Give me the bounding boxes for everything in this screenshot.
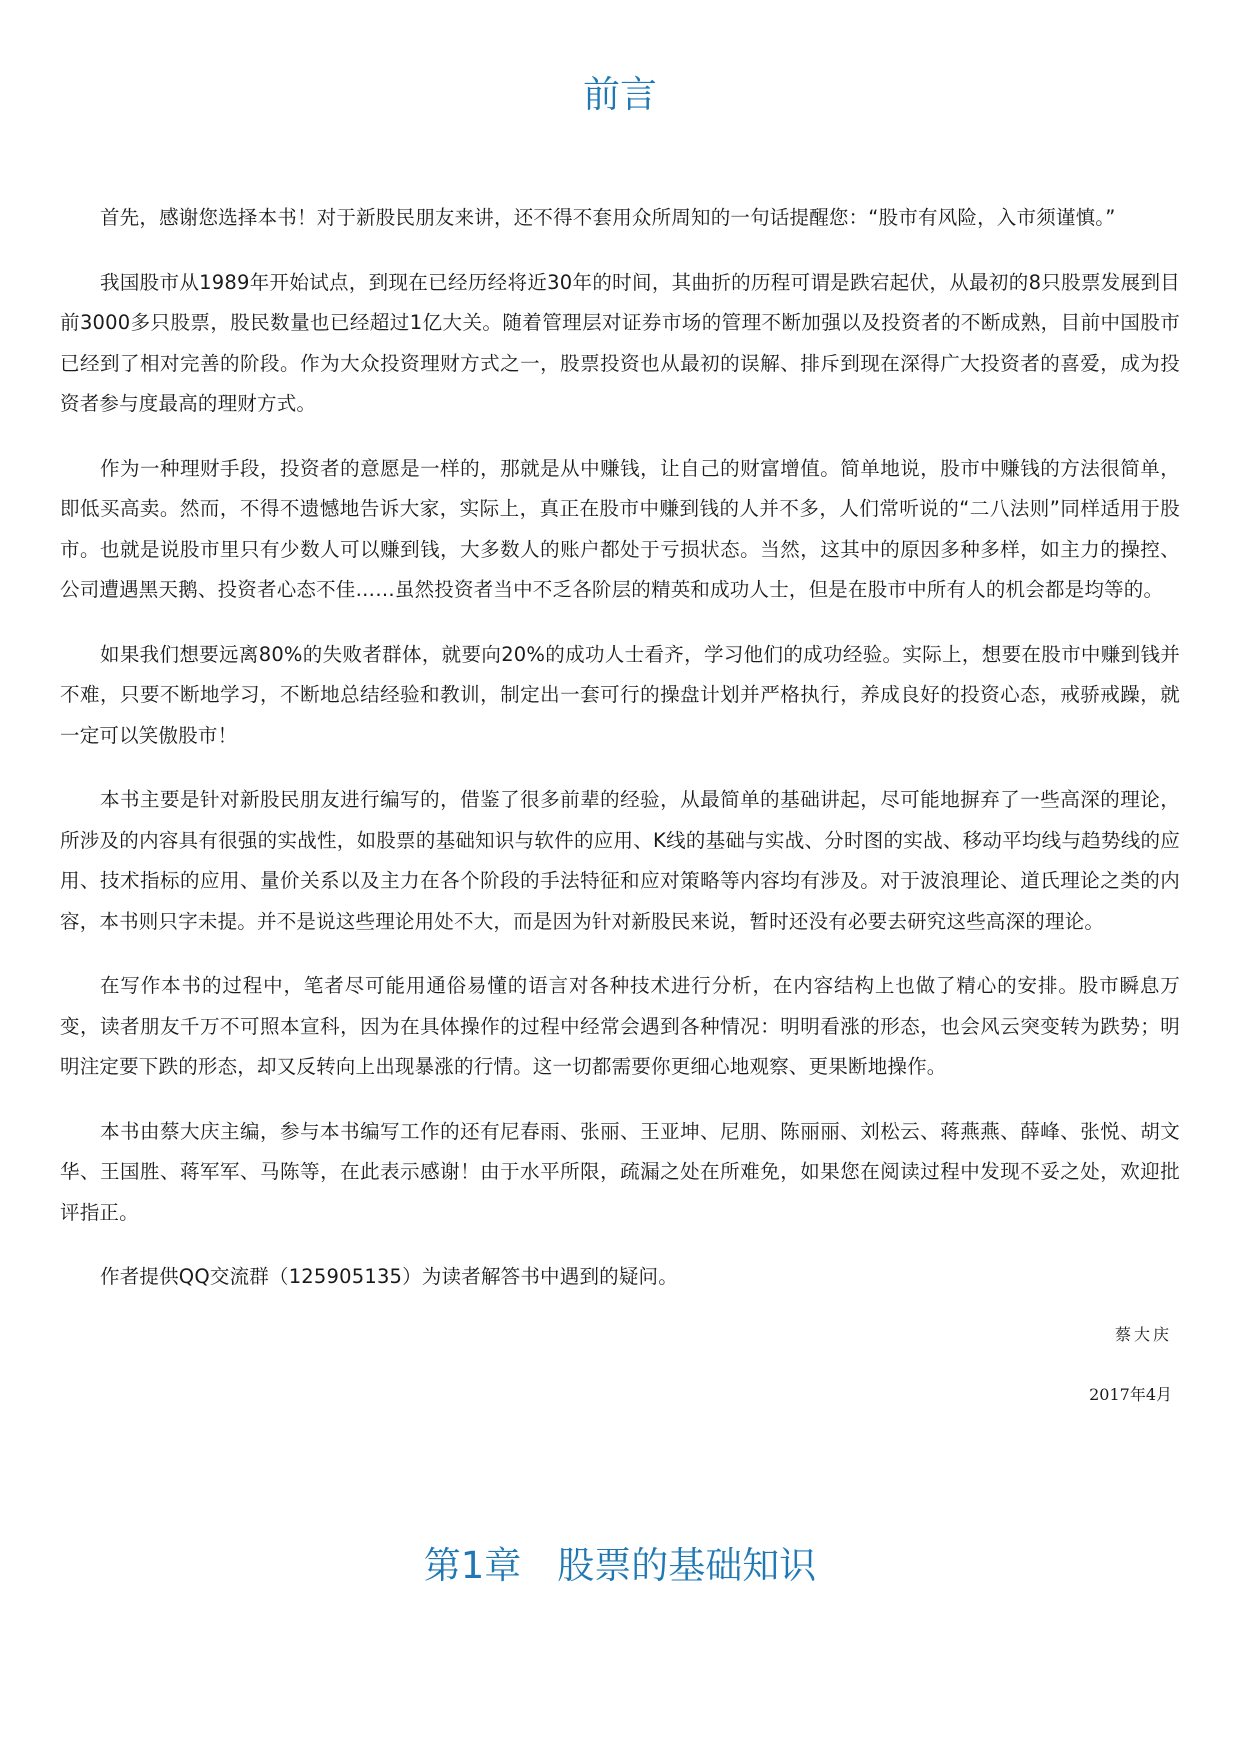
preface-title: 前言 bbox=[583, 73, 657, 116]
preface-paragraph-7: 本书由蔡大庆主编，参与本书编写工作的还有尼春雨、张丽、王亚坤、尼朋、陈丽丽、刘松云、蒋燕燕、薛峰、张悦、胡文华、王国胜、蒋军军、马陈等，在此表示感谢！由于水平所限，疏漏之处在所难免，如果您在阅读过程中发现不妥之处，欢迎批评指正。 bbox=[60, 1119, 1180, 1224]
preface-paragraph-6: 在写作本书的过程中，笔者尽可能用通俗易懂的语言对各种技术进行分析，在内容结构上也做了精心的安排。股市瞬息万变，读者朋友千万不可照本宣科，因为在具体操作的过程中经常会遇到各种情况：明明看涨的形态，也会风云突变转为跌势；明明注定要下跌的形态，却又反转向上出现暴涨的行情。这一切都需要你更细心地观察、更果断地操作。 bbox=[60, 974, 1180, 1078]
preface-paragraph-2: 我国股市从1989年开始试点，到现在已经历经将近30年的时间，其曲折的历程可谓是跌宕起伏，从最初的8只股票发展到目前3000多只股票，股民数量也已经超过1亿大关。随着管理层对证券市场的管理不断加强以及投资者的不断成熟，目前中国股市已经到了相对完善的阶段。作为大众投资理财方式之一，股票投资也从最初的误解、排斥到现在深得广大投资者的喜爱，成为投资者参与度最高的理财方式。 bbox=[60, 270, 1180, 415]
preface-paragraph-3: 作为一种理财手段，投资者的意愿是一样的，那就是从中赚钱，让自己的财富增值。简单地说，股市中赚钱的方法很简单，即低买高卖。然而，不得不遗憾地告诉大家，实际上，真正在股市中赚到钱的人并不多，人们常听说的“二八法则”同样适用于股市。也就是说股市里只有少数人可以赚到钱，大多数人的账户都处于亏损状态。当然，这其中的原因多种多样，如主力的操控、公司遭遇黑天鹅、投资者心态不佳……虽然投资者当中不乏各阶层的精英和成功人士，但是在股市中所有人的机会都是均等的。 bbox=[60, 456, 1180, 601]
preface-paragraph-1: 首先，感谢您选择本书！对于新股民朋友来讲，还不得不套用众所周知的一句话提醒您：“股市有风险，入市须谨慎。” bbox=[100, 206, 1116, 229]
chapter-heading bbox=[0, 1540, 1240, 1592]
author-signature: 蔡大庆 bbox=[1114, 1325, 1172, 1344]
preface-date: 2017年4月 bbox=[1089, 1385, 1172, 1404]
preface-paragraph-4: 如果我们想要远离80%的失败者群体，就要向20%的成功人士看齐，学习他们的成功经验。实际上，想要在股市中赚到钱并不难，只要不断地学习，不断地总结经验和教训，制定出一套可行的操盘计划并严格执行，养成良好的投资心态，戒骄戒躁，就一定可以笑傲股市！ bbox=[60, 642, 1180, 747]
preface-paragraph-8: 作者提供QQ交流群（125905135）为读者解答书中遇到的疑问。 bbox=[100, 1265, 678, 1288]
chapter-number: 第1章 bbox=[423, 1544, 522, 1587]
preface-body bbox=[60, 198, 1180, 1322]
preface-paragraph-5: 本书主要是针对新股民朋友进行编写的，借鉴了很多前辈的经验，从最简单的基础讲起，尽可能地摒弃了一些高深的理论，所涉及的内容具有很强的实战性，如股票的基础知识与软件的应用、K线的基础与实战、分时图的实战、移动平均线与趋势线的应用、技术指标的应用、量价关系以及主力在各个阶段的手法特征和应对策略等内容均有涉及。对于波浪理论、道氏理论之类的内容，本书则只字未提。并不是说这些理论用处不大，而是因为针对新股民来说，暂时还没有必要去研究这些高深的理论。 bbox=[60, 788, 1180, 933]
chapter-title: 股票的基础知识 bbox=[557, 1544, 817, 1587]
